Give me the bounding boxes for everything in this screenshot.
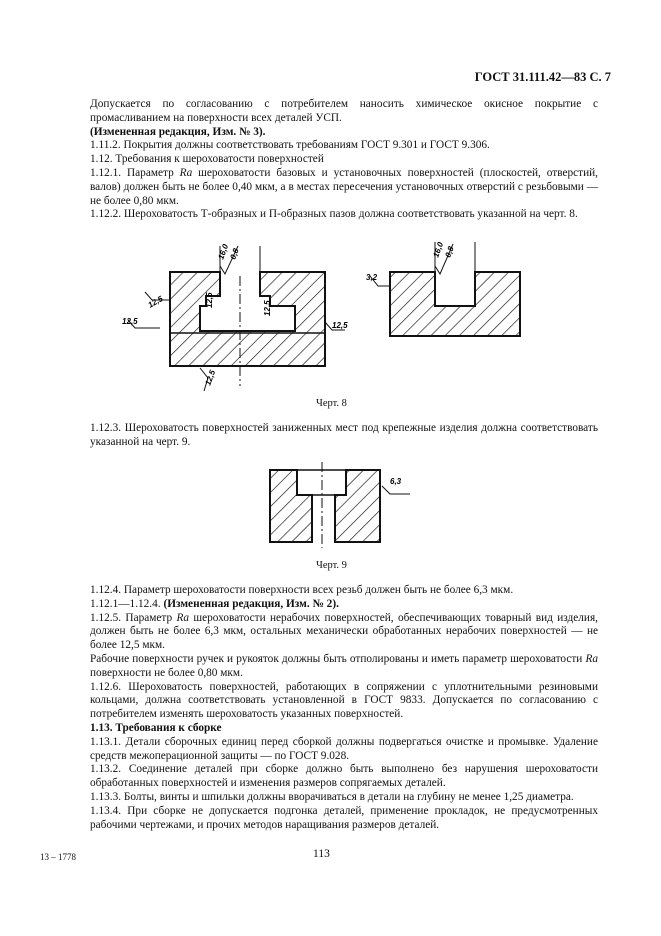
- footer-code: 13 – 1778: [40, 852, 76, 862]
- svg-text:16,0: 16,0: [216, 242, 231, 261]
- svg-text:0,8: 0,8: [228, 247, 241, 261]
- paragraph: 1.13.3. Болты, винты и шпильки должны вворачиваться в детали на глубину не менее 1,25 диаметра.: [90, 790, 574, 803]
- paragraph: 1.12.4. Параметр шероховатости поверхности всех резьб должен быть не более 6,3 мкм.: [90, 584, 514, 596]
- paragraph: Допускается по согласованию с потребителем наносить химическое окисное покрытие с промасливанием на поверхности всех деталей УСП.: [90, 98, 598, 124]
- paragraph: 1.12.3. Шероховатость поверхностей заниженных мест под крепежные изделия должна соответствовать указанной на черт. 9.: [90, 422, 598, 448]
- paragraph: 1.13.1. Детали сборочных единиц перед сборкой должны подвергаться очистке и промывке. Удаление средств межоперационной защиты — по ГОСТ 9.028.: [90, 735, 598, 762]
- figure-9-caption: Черт. 9: [316, 560, 347, 571]
- paragraph: 1.13.4. При сборке не допускается подгонка деталей, применение прокладок, не предусмотренных рабочими чертежами, и прочих методов наращивания размеров деталей.: [90, 804, 598, 831]
- figure-8-caption: Черт. 8: [316, 398, 347, 409]
- svg-text:12,5: 12,5: [205, 292, 214, 308]
- svg-text:12,5: 12,5: [263, 300, 272, 316]
- section-heading: 1.13. Требования к сборке: [90, 721, 222, 734]
- text-block-2: [90, 422, 598, 450]
- svg-text:16,0: 16,0: [431, 240, 446, 259]
- paragraph: 1.11.2. Покрытия должны соответствовать требованиям ГОСТ 9.301 и ГОСТ 9.306.: [90, 139, 490, 152]
- svg-text:0,8: 0,8: [443, 245, 456, 259]
- t-slot-body: [170, 272, 325, 366]
- text-block-1: [90, 98, 598, 222]
- p-slot-body: [390, 272, 520, 336]
- counterbore-body: [270, 470, 312, 542]
- change-note: (Измененная редакция, Изм. № 3).: [90, 125, 266, 138]
- paragraph: 1.12.2. Шероховатость Т-образных и П-образных пазов должна соответствовать указанной на черт. 8.: [90, 208, 578, 221]
- svg-text:12,5: 12,5: [146, 294, 165, 310]
- paragraph: 1.12.5. Параметр Ra шероховатости нерабочих поверхностей, обеспечивающих товарный вид изделия, должен быть не более 6,3 мкм, остальных механически обработанных нерабочих поверхностей — не более 12,5 мкм.: [90, 611, 598, 652]
- paragraph: 1.12.1—1.12.4. (Измененная редакция, Изм. № 2).: [90, 597, 339, 610]
- paragraph: Рабочие поверхности ручек и рукояток должны быть отполированы и иметь параметр шероховатости Ra поверхности не более 0,80 мкм.: [90, 652, 598, 679]
- svg-text:6,3: 6,3: [390, 477, 402, 486]
- figure-9: [260, 460, 440, 550]
- figure-8: [120, 236, 540, 396]
- text-block-3: [90, 584, 598, 832]
- svg-text:12,5: 12,5: [332, 321, 348, 330]
- paragraph: 1.13.2. Соединение деталей при сборке должно быть выполнено без нарушения шероховатости обработанных поверхностей и изменения размеров сопрягаемых деталей.: [90, 763, 598, 790]
- page-header: ГОСТ 31.111.42—83 С. 7: [474, 70, 611, 84]
- svg-text:12,5: 12,5: [203, 368, 218, 387]
- svg-text:12,5: 12,5: [122, 317, 138, 326]
- page-number: 113: [313, 848, 330, 860]
- svg-text:3,2: 3,2: [366, 273, 378, 282]
- section-heading: 1.12. Требования к шероховатости поверхностей: [90, 153, 324, 166]
- paragraph: 1.12.1. Параметр Ra шероховатости базовых и установочных поверхностей (плоскостей, отверстий, валов) должен быть не более 0,40 мкм, а в местах пересечения установочных отверстий с резьбовыми — не более 0,80 мкм.: [90, 166, 599, 207]
- paragraph: 1.12.6. Шероховатость поверхностей, работающих в сопряжении с уплотнительными резиновыми кольцами, должна соответствовать установленной в ГОСТ 9833. Допускается по согласованию с потребителем изменять шероховатость указанных поверхностей.: [90, 680, 598, 721]
